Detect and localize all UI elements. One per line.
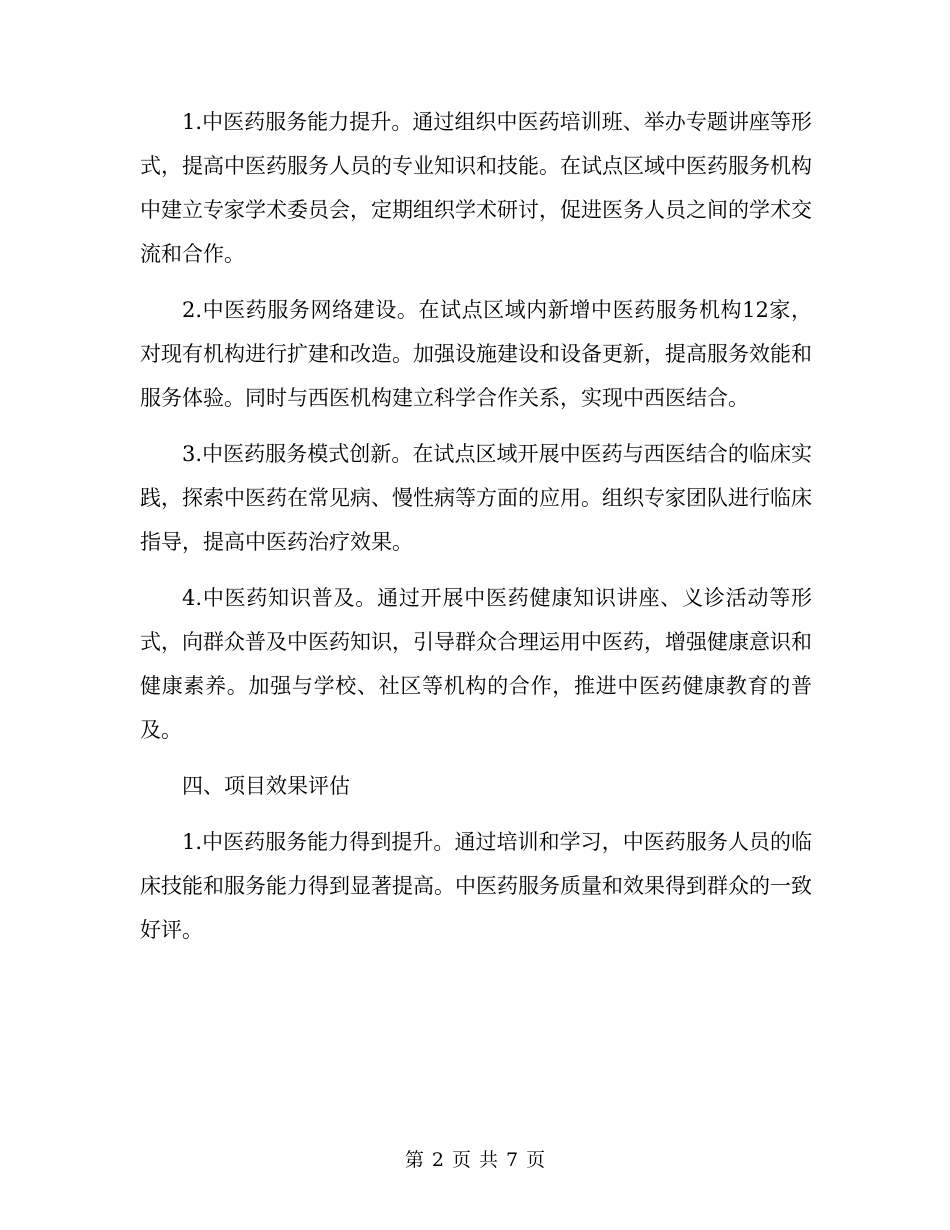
total-label: 共: [479, 1149, 499, 1171]
document-body: [140, 100, 812, 964]
page-footer: [0, 1146, 950, 1174]
paragraph-1: 1.中医药服务能力提升。通过组织中医药培训班、举办专题讲座等形式，提高中医药服务人员的专业知识和技能。在试点区域中医药服务机构中建立专家学术委员会，定期组织学术研讨，促进医务人员之间的学术交流和合作。: [140, 110, 812, 266]
page-label-suffix: 页: [526, 1149, 546, 1171]
total-pages-number: 7: [506, 1149, 519, 1171]
paragraph-5: 1.中医药服务能力得到提升。通过培训和学习，中医药服务人员的临床技能和服务能力得到显著提高。中医药服务质量和效果得到群众的一致好评。: [140, 830, 812, 942]
current-page-number: 2: [431, 1149, 444, 1171]
paragraph-2: 2.中医药服务网络建设。在试点区域内新增中医药服务机构12家，对现有机构进行扩建和改造。加强设施建设和设备更新，提高服务效能和服务体验。同时与西医机构建立科学合作关系，实现中西医结合。: [140, 298, 812, 410]
page-label-mid: 页: [451, 1149, 471, 1171]
page-label-prefix: 第: [404, 1149, 424, 1171]
paragraph-3: 3.中医药服务模式创新。在试点区域开展中医药与西医结合的临床实践，探索中医药在常见病、慢性病等方面的应用。组织专家团队进行临床指导，提高中医药治疗效果。: [140, 442, 812, 554]
paragraph-4: 4.中医药知识普及。通过开展中医药健康知识讲座、义诊活动等形式，向群众普及中医药知识，引导群众合理运用中医药，增强健康意识和健康素养。加强与学校、社区等机构的合作，推进中医药健康教育的普及。: [140, 586, 812, 742]
section-heading: 四、项目效果评估: [182, 774, 350, 798]
